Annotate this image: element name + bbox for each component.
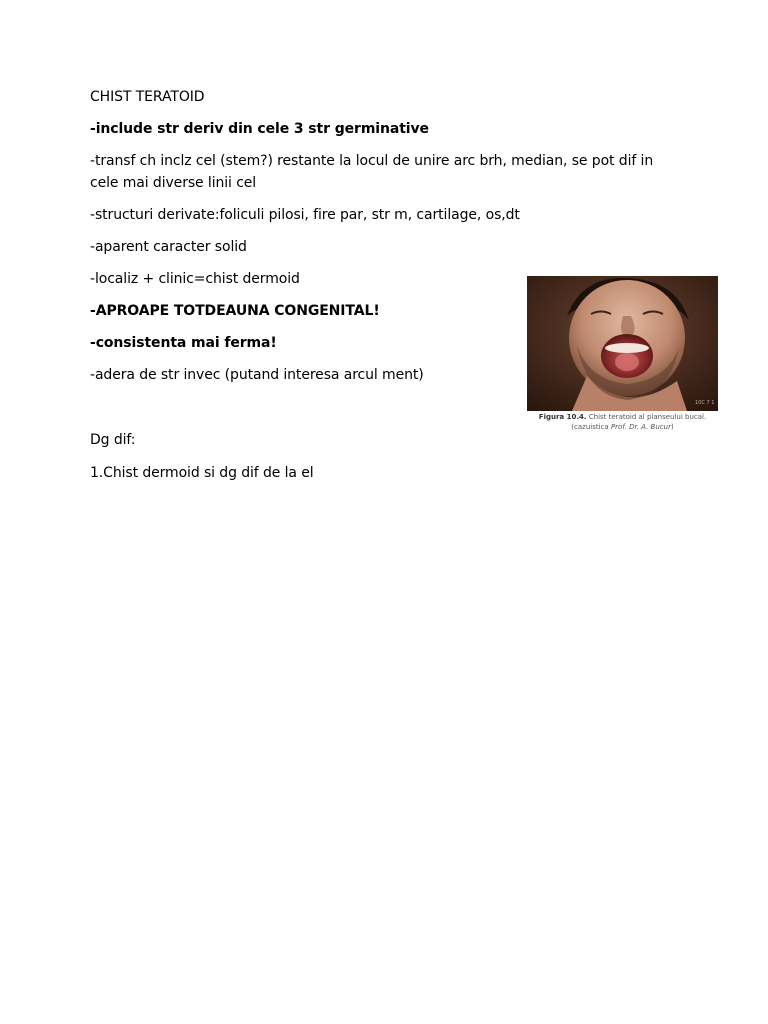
text-line-7: -consistenta mai ferma! xyxy=(90,335,277,351)
caption-label: Figura 10.4. xyxy=(538,413,587,421)
dg-item-1: 1.Chist dermoid si dg dif de la el xyxy=(90,465,314,481)
document-title: CHIST TERATOID xyxy=(90,89,205,105)
caption-text: Chist teratoid al planseului bucal. xyxy=(588,413,707,421)
clinical-figure xyxy=(527,276,718,448)
caption-source-prefix: (cazuistica xyxy=(571,423,609,431)
clinical-photo xyxy=(527,276,718,411)
dg-heading: Dg dif: xyxy=(90,432,136,448)
text-line-4: -aparent caracter solid xyxy=(90,239,247,255)
text-line-5: -localiz + clinic=chist dermoid xyxy=(90,271,300,287)
text-line-3: -structuri derivate:foliculi pilosi, fire par, str m, cartilage, os,dt xyxy=(90,207,520,223)
text-line-8: -adera de str invec (putand interesa arcul ment) xyxy=(90,367,424,383)
caption-line-1 xyxy=(527,412,718,422)
caption-line-2 xyxy=(527,422,718,432)
text-line-2: -transf ch inclz cel (stem?) restante la locul de unire arc brh, median, se pot dif in cele mai diverse linii cel xyxy=(90,153,654,191)
caption-source-author: Prof. Dr. A. Bucur xyxy=(610,423,671,431)
text-line-6: -APROAPE TOTDEAUNA CONGENITAL! xyxy=(90,303,380,319)
text-line-1: -include str deriv din cele 3 str germinative xyxy=(90,121,429,137)
figure-caption xyxy=(527,412,718,432)
caption-source-suffix: ) xyxy=(670,423,674,431)
photo-mark: 10C 7 1 xyxy=(695,400,715,406)
